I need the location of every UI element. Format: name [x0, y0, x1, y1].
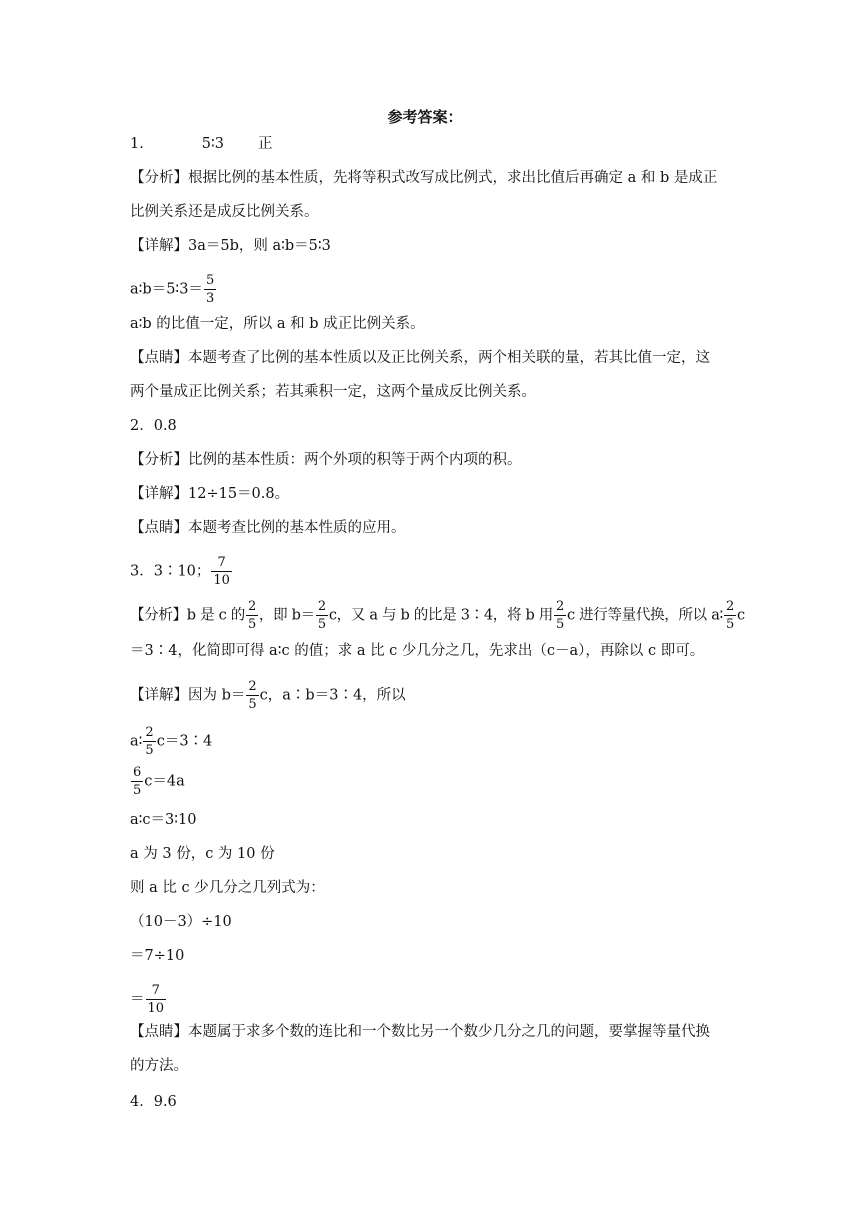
q1-detail-line3: a∶b 的比值一定，所以 a 和 b 成正比例关系。 — [130, 316, 425, 332]
q3-fraction-7-10: $\frac{7}{10}$ — [147, 983, 165, 1016]
q2-detail: 【详解】12÷15＝0.8。 — [130, 486, 290, 502]
q1-answer-line — [130, 134, 272, 154]
q3-step6: （10－3）÷10 — [130, 914, 232, 930]
q1-fraction-5-3: $\frac{5}{3}$ — [205, 273, 215, 306]
q3-step4: a 为 3 份，c 为 10 份 — [130, 846, 275, 862]
q2-answer-line: 2．0.8 — [130, 418, 177, 434]
q1-comment-line2: 两个量成正比例关系；若其乘积一定，这两个量成反比例关系。 — [130, 384, 536, 400]
q1-analysis-line1: 【分析】根据比例的基本性质，先将等积式改写成比例式，求出比值后再确定 a 和 b 是成正 — [130, 170, 718, 186]
q3-fraction-2-5: $\frac{2}{5}$ — [317, 599, 326, 632]
q1-analysis-line2: 比例关系还是成反比例关系。 — [130, 204, 319, 220]
q3-answer-line — [130, 556, 233, 587]
q3-analysis-line2: ＝3∶4，化简即可得 a∶c 的值；求 a 比 c 少几分之几，先求出（c－a），再除以 c 即可。 — [130, 643, 705, 659]
q3-step2: $\frac{6}{5}$ c＝4a — [133, 765, 185, 798]
q3-fraction-2-5: $\frac{2}{5}$ — [726, 599, 734, 632]
q3-answer-ratio: 3．3∶10； — [130, 563, 211, 580]
q3-step8: ＝ $\frac{7}{10}$ — [130, 983, 165, 1016]
page-title: 参考答案： — [387, 108, 463, 126]
q3-fraction-2-5: $\frac{2}{5}$ — [247, 599, 256, 632]
q3-detail-line1: 【详解】因为 b＝ $\frac{2}{5}$ c，a∶b＝3∶4，所以 — [130, 679, 406, 712]
q3-step5: 则 a 比 c 少几分之几列式为： — [130, 880, 325, 896]
q2-comment: 【点睛】本题考查比例的基本性质的应用。 — [130, 520, 406, 536]
q3-fraction-2-5: $\frac{2}{5}$ — [555, 599, 564, 632]
q3-fraction-7-10: $\frac{7}{10}$ — [213, 555, 230, 588]
q1-detail-ratio: a∶b＝5∶3＝ — [130, 281, 203, 298]
q1-comment-line1: 【点睛】本题考查了比例的基本性质以及正比例关系，两个相关联的量，若其比值一定，这 — [130, 350, 710, 366]
q3-step3: a∶c＝3∶10 — [130, 812, 197, 828]
q2-analysis: 【分析】比例的基本性质：两个外项的积等于两个内项的积。 — [130, 452, 522, 468]
q1-number: 1． — [130, 136, 154, 152]
q1-answer-ratio: 5∶3 — [201, 136, 224, 152]
q3-comment-line1: 【点睛】本题属于求多个数的连比和一个数比另一个数少几分之几的问题，要掌握等量代换 — [130, 1024, 710, 1040]
q3-analysis-line1: 【分析】b 是 c 的 $\frac{2}{5}$ ，即 b＝ $\frac{2}{5}$ c，又 a 与 b 的比是 3∶4，将 b 用 $\frac{2}{5}$ c 进行等量代换，所以 a∶ $\frac{2}{5}$ c — [130, 599, 745, 632]
q1-detail-line1: 【详解】3a＝5b，则 a∶b＝5∶3 — [130, 238, 331, 254]
q3-comment-line2: 的方法。 — [130, 1058, 188, 1074]
q3-fraction-2-5: $\frac{2}{5}$ — [145, 725, 154, 758]
q4-answer-line: 4．9.6 — [130, 1094, 177, 1110]
q1-detail-line2 — [130, 274, 217, 305]
q3-fraction-2-5: $\frac{2}{5}$ — [248, 679, 257, 712]
q3-step1: a∶ $\frac{2}{5}$ c＝3∶4 — [130, 725, 213, 758]
q1-answer-relation: 正 — [257, 136, 273, 152]
q3-step7: ＝7÷10 — [130, 948, 185, 964]
q3-fraction-6-5: $\frac{6}{5}$ — [133, 765, 142, 798]
